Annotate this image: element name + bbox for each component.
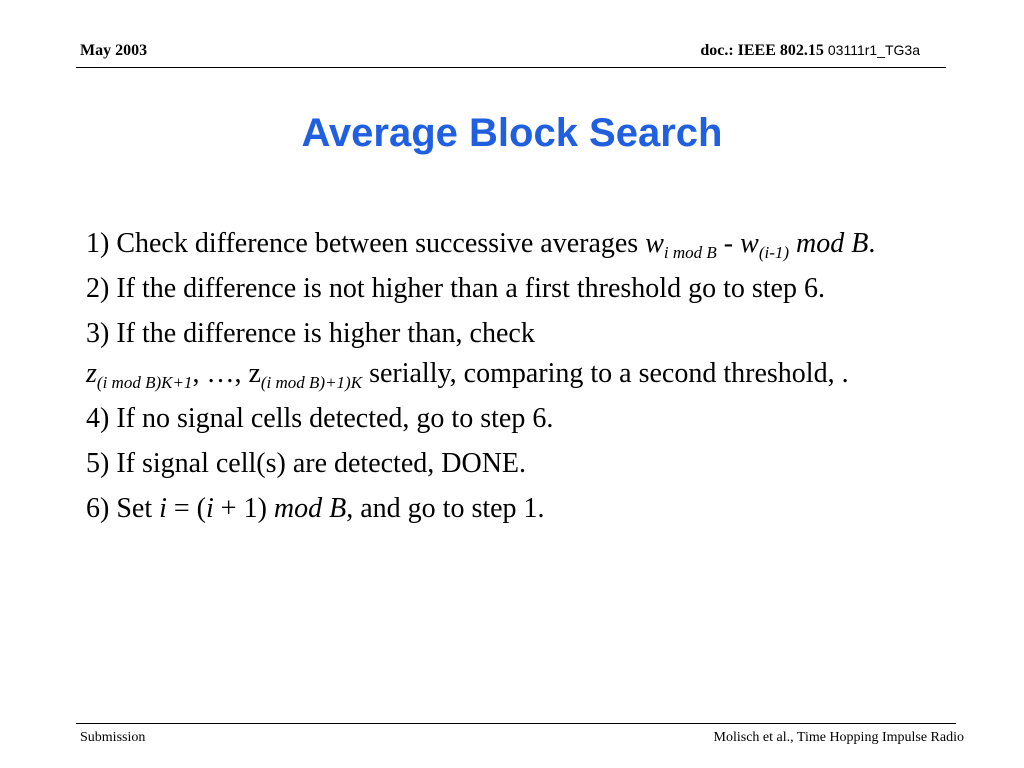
footer-divider (76, 723, 956, 724)
header-doc-id: 03111r1_TG3a (827, 42, 920, 58)
header-date: May 2003 (80, 42, 148, 59)
step-4: 4) If no signal cells detected, go to step 6. (86, 403, 554, 434)
footer-authors: Molisch et al., Time Hopping Impulse Radio (713, 730, 964, 745)
step-1-w-symbol: w (645, 228, 664, 259)
step-1-minus: - (716, 228, 741, 259)
step-3-ellipsis: , …, z (192, 358, 261, 389)
step-1-mod-b: mod B (789, 228, 869, 259)
step-3-tail: serially, comparing to a second threshold, . (362, 358, 849, 389)
step-1-w2-symbol: w (740, 228, 759, 259)
slide-title: Average Block Search (301, 111, 723, 155)
step-5: 5) If signal cell(s) are detected, DONE. (86, 448, 527, 479)
step-3-continuation (86, 356, 936, 392)
step-3-z2-subscript: (i mod B)+1)K (260, 373, 363, 392)
step-6-i: i (159, 493, 167, 524)
step-6-equals: = ( (166, 493, 207, 524)
step-1 (86, 226, 936, 262)
step-3-z1-symbol: z (86, 358, 97, 389)
step-3-z1-subscript: (i mod B)K+1 (96, 373, 193, 392)
step-6-prefix: 6) Set (86, 493, 160, 524)
header-divider (76, 67, 946, 68)
step-6-tail: , and go to step 1. (346, 493, 545, 524)
step-3: 3) If the difference is higher than, check (86, 318, 535, 349)
step-6-plus: + 1) (213, 493, 274, 524)
step-2: 2) If the difference is not higher than a first threshold go to step 6. (86, 273, 825, 304)
step-1-period: . (868, 228, 876, 259)
step-1-w2-subscript: (i-1) (758, 243, 790, 262)
step-6-mod-b: mod B (273, 493, 347, 524)
step-1-w-subscript: i mod B (663, 243, 717, 262)
header-doc-prefix: doc.: IEEE 802.15 (700, 42, 824, 59)
step-6 (86, 491, 936, 527)
step-6-i-second: i (206, 493, 214, 524)
header-doc-ref (700, 42, 920, 60)
slide-body (86, 226, 936, 536)
step-1-text: 1) Check difference between successive averages (86, 228, 646, 259)
footer-submission: Submission (80, 730, 146, 745)
